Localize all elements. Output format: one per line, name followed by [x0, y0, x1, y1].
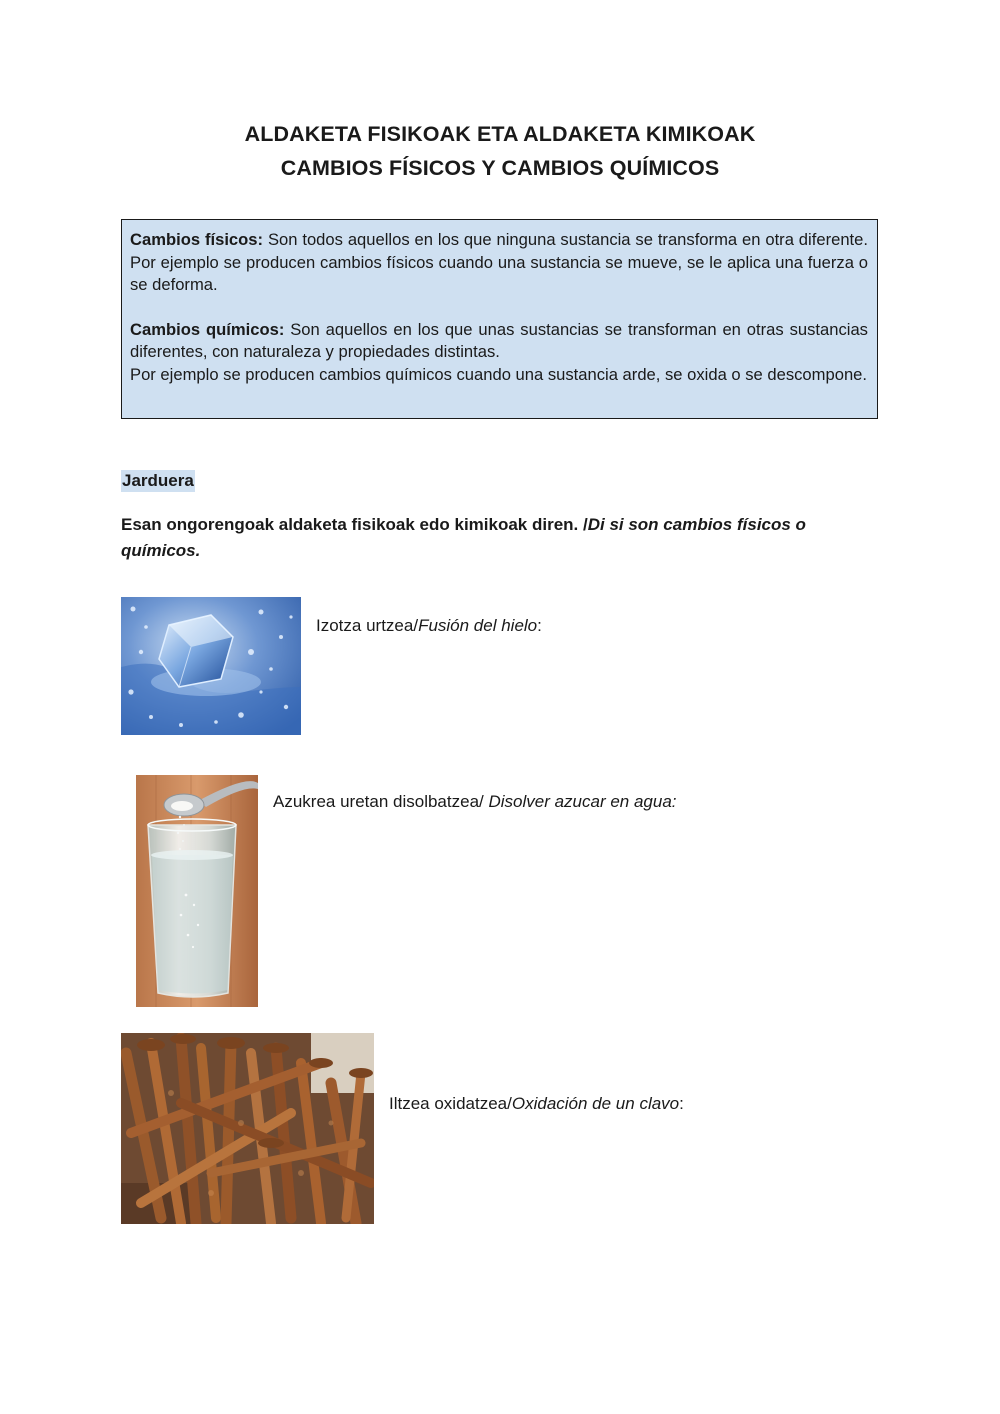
- caption-spanish: Oxidación de un clavo: [511, 1094, 680, 1113]
- caption-spanish: Fusión del hielo: [418, 616, 538, 635]
- activity-instruction: [121, 512, 881, 564]
- item-caption-nail: [389, 1094, 684, 1114]
- item-caption-sugar: [273, 792, 677, 812]
- chemical-change-text: Son aquellos en los que unas sustancias se transforman en otras sustancias diferentes, con naturaleza y propiedades distintas.: [130, 319, 868, 362]
- caption-basque: Izotza urtzea/: [316, 616, 419, 635]
- caption-suffix: :: [537, 616, 542, 635]
- chemical-change-definition: [130, 319, 868, 364]
- item-caption-ice: [316, 616, 542, 636]
- sugar-water-photo: [136, 775, 258, 1007]
- caption-basque: Azukrea uretan disolbatzea/: [273, 792, 489, 811]
- caption-suffix: :: [679, 1094, 684, 1113]
- rusty-nails-photo: [121, 1033, 374, 1224]
- activity-heading: Jarduera: [122, 471, 194, 490]
- definitions-box: [121, 219, 878, 419]
- instruction-basque: Esan ongorengoak aldaketa fisikoak edo kimikoak diren. /: [121, 515, 588, 534]
- page-title-basque: ALDAKETA FISIKOAK ETA ALDAKETA KIMIKOAK: [244, 122, 756, 146]
- instruction-spanish: Di si son cambios físicos o químicos.: [121, 515, 806, 560]
- physical-change-definition: [130, 229, 868, 297]
- caption-spanish: Disolver azucar en agua:: [488, 792, 677, 811]
- ice-cube-photo: [121, 597, 301, 735]
- chemical-change-term: Cambios químicos:: [130, 319, 285, 339]
- page-title-spanish: CAMBIOS FÍSICOS Y CAMBIOS QUÍMICOS: [280, 156, 720, 180]
- caption-basque: Iltzea oxidatzea/: [389, 1094, 512, 1113]
- physical-change-text: Son todos aquellos en los que ninguna sustancia se transforma en otra diferente. Por ejemplo se producen cambios físicos cuando una sustancia se mueve, se le aplica una fuerza o se deforma.: [130, 230, 868, 295]
- physical-change-term: Cambios físicos:: [130, 230, 264, 249]
- chemical-change-example: Por ejemplo se producen cambios químicos cuando una sustancia arde, se oxida o se descompone.: [130, 364, 868, 384]
